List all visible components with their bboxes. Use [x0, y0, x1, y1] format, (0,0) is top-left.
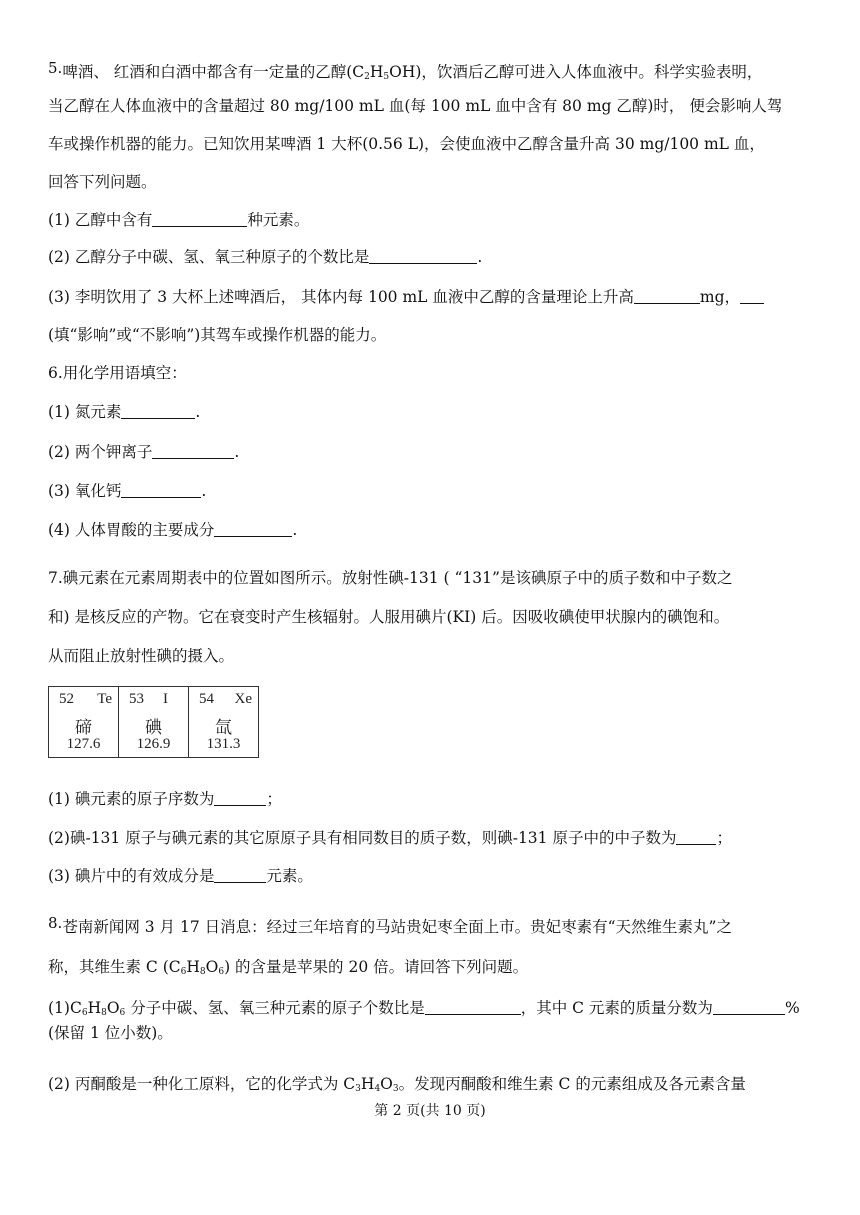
answer-blank[interactable]: [214, 522, 292, 537]
answer-blank[interactable]: [369, 249, 477, 264]
q5-sub-3: (3) 李明饮用了 3 大杯上述啤酒后， 其体内每 100 mL 血液中乙醇的含量理论上升高 mg，: [48, 287, 764, 307]
answer-blank[interactable]: [152, 212, 247, 227]
q6-title: 6.用化学用语填空：: [48, 364, 187, 382]
periodic-table-excerpt: [48, 686, 259, 758]
q6-sub-2: (2) 两个钾离子 .: [48, 443, 240, 461]
answer-blank[interactable]: [713, 1000, 785, 1015]
q5-sub-3-cont: (填“影响”或“不影响”)其驾车或操作机器的能力。: [48, 326, 387, 344]
q5-line-4: 回答下列问题。: [48, 173, 157, 191]
answer-blank[interactable]: [676, 830, 716, 845]
q7-line-1: 7.碘元素在元素周期表中的位置如图所示。放射性碘-131 ( “131”是该碘原子中的质子数和中子数之: [48, 569, 733, 587]
answer-blank[interactable]: [634, 289, 700, 304]
q6-sub-1: (1) 氮元素 .: [48, 403, 201, 421]
q7-sub-1: (1) 碘元素的原子序数为 ；: [48, 790, 282, 808]
q8-number: 8.: [48, 914, 63, 932]
q5-number: 5.: [48, 59, 63, 77]
q8-sub-1-cont: (保留 1 位小数)。: [48, 1024, 173, 1042]
q8-line-1: 8.苍南新闻网 3 月 17 日消息：经过三年培育的马站贵妃枣全面上市。贵妃枣素有“天然维生素丸”之: [48, 914, 732, 936]
element-cell-xe: 54 Xe 氙 131.3: [189, 687, 259, 758]
q5-sub-2: (2) 乙醇分子中碳、氢、氧三种原子的个数比是 .: [48, 248, 483, 266]
answer-blank[interactable]: [214, 791, 266, 806]
q7-sub-2: (2)碘-131 原子与碘元素的其它原原子具有相同数目的质子数，则碘-131 原子中的中子数为 ；: [48, 829, 732, 847]
q5-line-1: 5.啤酒、 红酒和白酒中都含有一定量的乙醇$(C_2H_5OH)$，饮酒后乙醇可进入人体血液中。科学实验表明，: [48, 59, 763, 82]
q6-sub-4: (4) 人体胃酸的主要成分 .: [48, 521, 298, 539]
element-cell-te: 52 Te 碲 127.6: [49, 687, 119, 758]
answer-blank[interactable]: [121, 404, 195, 419]
answer-blank[interactable]: [121, 483, 201, 498]
element-cell-i: 53 I 碘 126.9: [119, 687, 189, 758]
answer-blank[interactable]: [740, 289, 764, 304]
q8-sub-1: $(1)C_6H_8O_6$ 分子中碳、氢、氧三种元素的原子个数比是 ，其中 C 元素的质量分数为 %: [48, 999, 800, 1018]
q5-line-2: 当乙醇在人体血液中的含量超过 80 mg/100 mL 血(每 100 mL 血中含有 80 mg 乙醇)时， 便会影响人驾: [48, 97, 783, 115]
answer-blank[interactable]: [425, 1000, 521, 1015]
q5-sub-1: (1) 乙醇中含有 种元素。: [48, 211, 310, 229]
q7-line-2: 和) 是核反应的产物。它在衰变时产生核辐射。人服用碘片(KI) 后。因吸收碘使甲状腺内的碘饱和。: [48, 608, 730, 626]
answer-blank[interactable]: [214, 868, 266, 883]
q7-sub-3: (3) 碘片中的有效成分是 元素。: [48, 867, 313, 885]
page-footer: 第 2 页(共 10 页): [374, 1103, 486, 1119]
q5-line-3: 车或操作机器的能力。已知饮用某啤酒 1 大杯(0.56 L)，会使血液中乙醇含量升高 30 mg/100 mL 血，: [48, 135, 765, 153]
q6-sub-3: (3) 氧化钙 .: [48, 482, 207, 500]
q8-sub-2: (2) 丙酮酸是一种化工原料，它的化学式为 $C_3H_4O_3$。发现丙酮酸和维生素 C 的元素组成及各元素含量: [48, 1075, 746, 1094]
q7-line-3: 从而阻止放射性碘的摄入。: [48, 647, 235, 665]
q8-line-2: 称，其维生素 C $(C_6H_8O_6)$ 的含量是苹果的 20 倍。请回答下列问题。: [48, 958, 529, 977]
answer-blank[interactable]: [152, 444, 234, 459]
